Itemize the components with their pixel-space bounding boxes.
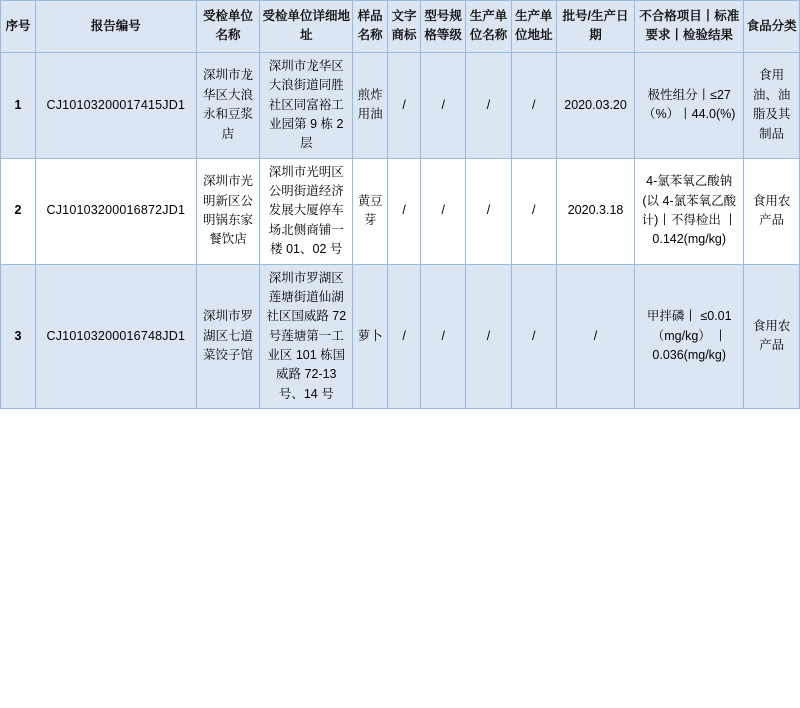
- column-header-brand: 文字商标: [388, 1, 421, 53]
- cell-producer-address: /: [511, 158, 556, 264]
- column-header-category: 食品分类: [744, 1, 800, 53]
- cell-seq: 3: [1, 264, 36, 409]
- column-header-producer-address: 生产单位地址: [511, 1, 556, 53]
- cell-brand: /: [388, 52, 421, 158]
- column-header-result: 不合格项目丨标准要求丨检验结果: [635, 1, 744, 53]
- column-header-addr: 受检单位详细地址: [260, 1, 353, 53]
- cell-producer-address: /: [511, 264, 556, 409]
- cell-model: /: [421, 264, 466, 409]
- table-row: [1, 264, 800, 409]
- cell-producer-name: /: [466, 52, 511, 158]
- cell-inspected-unit-address: 深圳市龙华区大浪街道同胜社区同富裕工业园第 9 栋 2 层: [260, 52, 353, 158]
- cell-seq: 1: [1, 52, 36, 158]
- cell-failed-item: 极性组分丨≤27（%）丨44.0(%): [635, 52, 744, 158]
- cell-sample-name: 黄豆芽: [353, 158, 388, 264]
- cell-batch-date: /: [556, 264, 634, 409]
- cell-inspected-unit-name: 深圳市光明新区公明锅东家餐饮店: [196, 158, 260, 264]
- cell-failed-item: 甲拌磷丨 ≤0.01（mg/kg） 丨0.036(mg/kg): [635, 264, 744, 409]
- column-header-batch: 批号/生产日期: [556, 1, 634, 53]
- cell-food-category: 食用油、油脂及其制品: [744, 52, 800, 158]
- table-row: [1, 52, 800, 158]
- table-header-row: [1, 1, 800, 53]
- cell-sample-name: 煎炸用油: [353, 52, 388, 158]
- column-header-sample: 样品名称: [353, 1, 388, 53]
- column-header-name: 受检单位名称: [196, 1, 260, 53]
- column-header-model: 型号规格等级: [421, 1, 466, 53]
- cell-inspected-unit-name: 深圳市龙华区大浪永和豆浆店: [196, 52, 260, 158]
- table-header: [1, 1, 800, 53]
- cell-model: /: [421, 52, 466, 158]
- cell-failed-item: 4-氯苯氧乙酸钠(以 4-氯苯氧乙酸计)丨不得检出 丨0.142(mg/kg): [635, 158, 744, 264]
- cell-producer-name: /: [466, 158, 511, 264]
- cell-inspected-unit-address: 深圳市罗湖区莲塘街道仙湖社区国威路 72 号莲塘第一工业区 101 栋国威路 72-13 号、14 号: [260, 264, 353, 409]
- cell-report-number: CJ10103200017415JD1: [36, 52, 197, 158]
- cell-inspected-unit-name: 深圳市罗湖区七道菜饺子馆: [196, 264, 260, 409]
- column-header-producer: 生产单位名称: [466, 1, 511, 53]
- cell-report-number: CJ10103200016748JD1: [36, 264, 197, 409]
- table-row: [1, 158, 800, 264]
- cell-report-number: CJ10103200016872JD1: [36, 158, 197, 264]
- cell-brand: /: [388, 158, 421, 264]
- cell-brand: /: [388, 264, 421, 409]
- cell-inspected-unit-address: 深圳市光明区公明街道经济发展大厦停车场北侧商铺一楼 01、02 号: [260, 158, 353, 264]
- cell-producer-name: /: [466, 264, 511, 409]
- cell-batch-date: 2020.3.18: [556, 158, 634, 264]
- cell-model: /: [421, 158, 466, 264]
- cell-food-category: 食用农产品: [744, 264, 800, 409]
- cell-sample-name: 萝卜: [353, 264, 388, 409]
- column-header-report: 报告编号: [36, 1, 197, 53]
- column-header-seq: 序号: [1, 1, 36, 53]
- cell-seq: 2: [1, 158, 36, 264]
- table-body: [1, 52, 800, 408]
- cell-producer-address: /: [511, 52, 556, 158]
- cell-batch-date: 2020.03.20: [556, 52, 634, 158]
- cell-food-category: 食用农产品: [744, 158, 800, 264]
